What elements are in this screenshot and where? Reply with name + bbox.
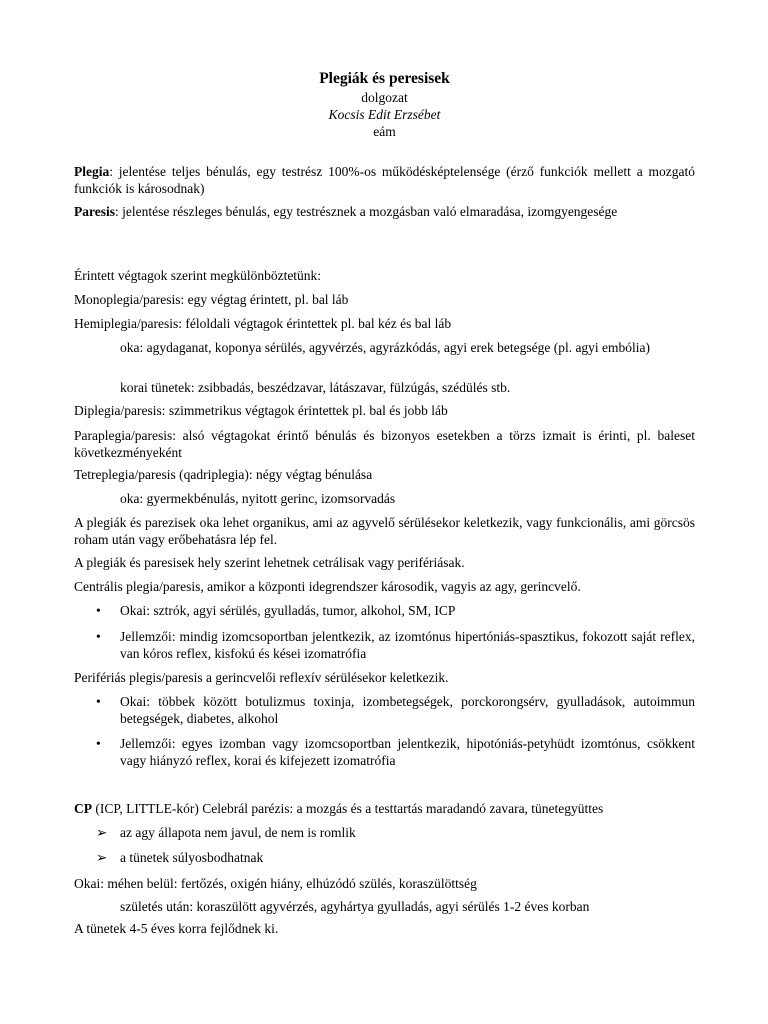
arrow-marker-icon: ➢	[96, 850, 108, 865]
term-paresis: Paresis	[74, 204, 115, 219]
paragraph: Paraplegia/paresis: alsó végtagokat érintő bénulás és bizonyos esetekben a törzs izmait is érinti, pl. baleset következményeként	[74, 428, 695, 460]
arrow-marker-icon: ➢	[96, 825, 108, 840]
paragraph: Hemiplegia/paresis: féloldali végtagok érintettek pl. bal kéz és bal láb	[74, 316, 452, 331]
document-title: Plegiák és peresisek	[319, 70, 450, 87]
text-plegia: : jelentése teljes bénulás, egy testrész 100%-os működésképtelensége (érző funkciók mellett a mozgató funkciók is károsodnak)	[74, 164, 695, 196]
bullet-marker: •	[96, 629, 101, 644]
paragraph: születés után: koraszülött agyvérzés, agyhártya gyulladás, agyi sérülés 1-2 éves korban	[120, 899, 590, 914]
term-plegia: Plegia	[74, 164, 110, 179]
list-item-text: Okai: sztrók, agyi sérülés, gyulladás, tumor, alkohol, SM, ICP	[120, 603, 456, 618]
paragraph: Centrális plegia/paresis, amikor a központi idegrendszer károsodik, vagyis az agy, gerincvelő.	[74, 579, 581, 594]
paragraph: Érintett végtagok szerint megkülönböztetünk:	[74, 268, 322, 283]
paragraph: Monoplegia/paresis: egy végtag érintett, pl. bal láb	[74, 292, 349, 307]
definition-plegia	[74, 163, 695, 197]
document-author: Kocsis Edit Erzsébet	[328, 107, 441, 122]
list-item-text: Jellemzői: mindig izomcsoportban jelentkezik, az izomtónus hipertóniás-spasztikus, fokozott saját reflex, van kóros reflex, kisfokú és kései izomatrófia	[120, 629, 695, 661]
document-subtitle: dolgozat	[361, 90, 408, 105]
paragraph: Tetreplegia/paresis (qadriplegia): négy végtag bénulása	[74, 467, 373, 482]
list-item-text: az agy állapota nem javul, de nem is romlik	[120, 825, 356, 840]
bullet-marker: •	[96, 603, 101, 618]
paragraph: A plegiák és paresisek hely szerint lehetnek cetrálisak vagy perifériásak.	[74, 555, 465, 570]
definition-cp	[74, 800, 695, 817]
bullet-marker: •	[96, 694, 101, 709]
paragraph: Diplegia/paresis: szimmetrikus végtagok érintettek pl. bal és jobb láb	[74, 403, 448, 418]
paragraph: Perifériás plegis/paresis a gerincvelői reflexív sérülésekor keletkezik.	[74, 670, 449, 685]
text-paresis: : jelentése részleges bénulás, egy testrésznek a mozgásban való elmaradása, izomgyengesége	[115, 204, 618, 219]
paragraph: oka: agydaganat, koponya sérülés, agyvérzés, agyrázkódás, agyi erek betegsége (pl. agyi embólia)	[120, 340, 651, 355]
paragraph: oka: gyermekbénulás, nyitott gerinc, izomsorvadás	[120, 491, 396, 506]
paragraph: korai tünetek: zsibbadás, beszédzavar, látászavar, fülzúgás, szédülés stb.	[120, 380, 511, 395]
definition-paresis	[74, 203, 695, 220]
paragraph: Okai: méhen belül: fertőzés, oxigén hiány, elhúzódó szülés, koraszülöttség	[74, 876, 477, 891]
paragraph: A tünetek 4-5 éves korra fejlődnek ki.	[74, 921, 279, 936]
paragraph: A plegiák és parezisek oka lehet organikus, ami az agyvelő sérülésekor keletkezik, vagy funkcionális, ami görcsös roham után vagy erőbehatásra lép fel.	[74, 515, 695, 547]
term-cp: CP	[74, 801, 92, 816]
bullet-marker: •	[96, 736, 101, 751]
text-cp: (ICP, LITTLE-kór) Celebrál parézis: a mozgás és a testtartás maradandó zavara, tünetegyüttes	[92, 801, 604, 816]
document-group: eám	[373, 124, 396, 139]
list-item-text: a tünetek súlyosbodhatnak	[120, 850, 264, 865]
list-item-text: Jellemzői: egyes izomban vagy izomcsoportban jelentkezik, hipotóniás-petyhüdt izomtónus, csökkent vagy hiányzó reflex, korai és kifejezett izomatrófia	[120, 736, 695, 768]
list-item-text: Okai: többek között botulizmus toxinja, izombetegségek, porckorongsérv, gyulladások, autoimmun betegségek, diabetes, alkohol	[120, 694, 695, 726]
